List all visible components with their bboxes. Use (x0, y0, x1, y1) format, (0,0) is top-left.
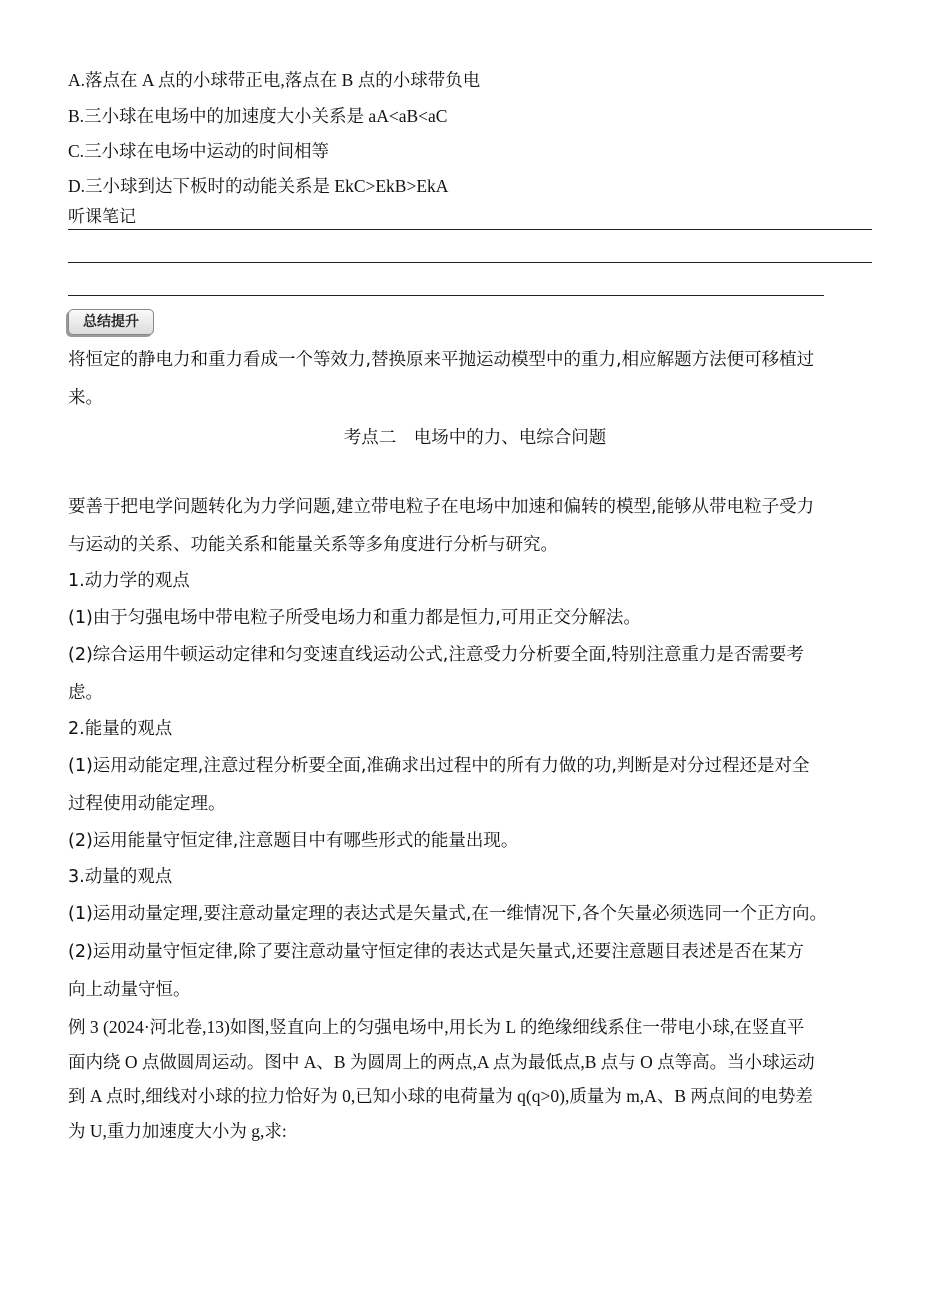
option-c: C.三小球在电场中运动的时间相等 (68, 141, 330, 161)
intro-line-2: 与运动的关系、功能关系和能量关系等多角度进行分析与研究。 (68, 535, 558, 555)
note-line-2 (68, 262, 872, 263)
note-line-3 (68, 295, 824, 296)
example-line-4: 为 U,重力加速度大小为 g,求: (68, 1121, 287, 1141)
option-a: A.落点在 A 点的小球带正电,落点在 B 点的小球带负电 (68, 70, 481, 90)
option-d: D.三小球到达下板时的动能关系是 EkC>EkB>EkA (68, 176, 449, 196)
point3-item2-line1: (2)运用动量守恒定律,除了要注意动量守恒定律的表达式是矢量式,还要注意题目表述是否在某方 (68, 942, 804, 962)
intro-line-1: 要善于把电学问题转化为力学问题,建立带电粒子在电场中加速和偏转的模型,能够从带电粒子受力 (68, 497, 815, 517)
point2-title: 2.能量的观点 (68, 719, 173, 739)
point1-item2-line2: 虑。 (68, 683, 103, 703)
summary-line-2: 来。 (68, 388, 103, 408)
example-line-2: 面内绕 O 点做圆周运动。图中 A、B 为圆周上的两点,A 点为最低点,B 点与 O 点等高。当小球运动 (68, 1052, 815, 1072)
option-b: B.三小球在电场中的加速度大小关系是 aA<aB<aC (68, 106, 448, 126)
notes-title: 听课笔记 (68, 207, 136, 227)
summary-line-1: 将恒定的静电力和重力看成一个等效力,替换原来平抛运动模型中的重力,相应解题方法便可移植过 (68, 350, 815, 370)
example-line-3: 到 A 点时,细线对小球的拉力恰好为 0,已知小球的电荷量为 q(q>0),质量为 m,A、B 两点间的电势差 (68, 1086, 813, 1106)
point3-item1: (1)运用动量定理,要注意动量定理的表达式是矢量式,在一维情况下,各个矢量必须选同一个正方向。 (68, 904, 827, 924)
point2-item1-line2: 过程使用动能定理。 (68, 794, 226, 814)
note-line-1 (68, 229, 872, 230)
point1-title: 1.动力学的观点 (68, 571, 190, 591)
summary-badge: 总结提升 (68, 309, 154, 335)
section-heading: 考点二 电场中的力、电综合问题 (343, 428, 607, 448)
point2-item2: (2)运用能量守恒定律,注意题目中有哪些形式的能量出现。 (68, 831, 519, 851)
example-line-1: 例 3 (2024·河北卷,13)如图,竖直向上的匀强电场中,用长为 L 的绝缘细线系住一带电小球,在竖直平 (68, 1017, 805, 1037)
point1-item1: (1)由于匀强电场中带电粒子所受电场力和重力都是恒力,可用正交分解法。 (68, 608, 641, 628)
point3-title: 3.动量的观点 (68, 867, 173, 887)
point1-item2-line1: (2)综合运用牛顿运动定律和匀变速直线运动公式,注意受力分析要全面,特别注意重力是否需要考 (68, 645, 804, 665)
point2-item1-line1: (1)运用动能定理,注意过程分析要全面,准确求出过程中的所有力做的功,判断是对分过程还是对全 (68, 756, 810, 776)
point3-item2-line2: 向上动量守恒。 (68, 980, 191, 1000)
